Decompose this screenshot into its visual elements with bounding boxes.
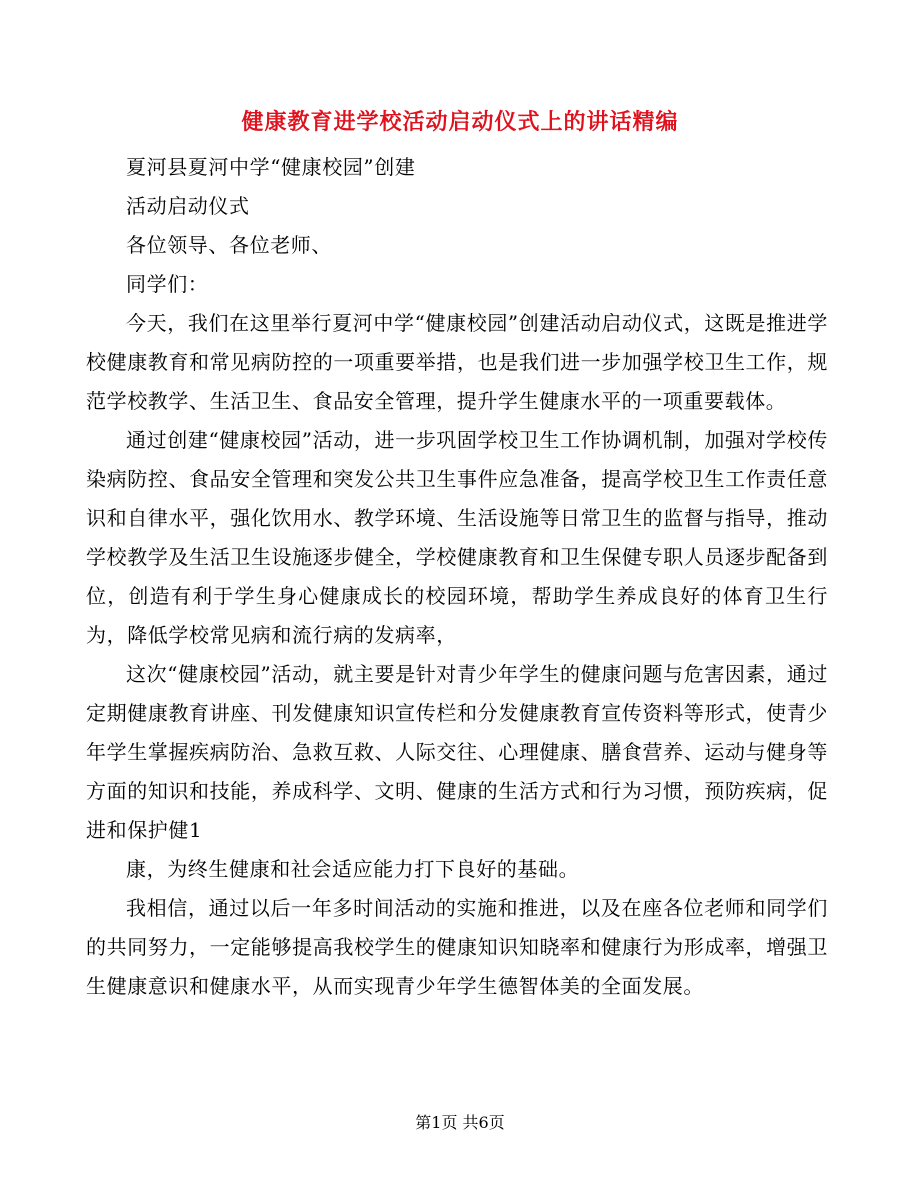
paragraph-salutation-leaders: 各位领导、各位老师、 [126,233,332,257]
document-title: 健康教育进学校活动启动仪式上的讲话精编 [241,109,679,135]
paragraph-salutation-students: 同学们： [126,272,209,296]
paragraph-intro: 今天，我们在这里举行夏河中学“健康校园”创建活动启动仪式，这既是推进学校健康教育和常见病防控的一项重要举措，也是我们进一步加强学校卫生工作，规范学校教学、生活卫生、食品安全管理，提升学生健康水平的一项重要载体。 [86,311,828,413]
page-indicator: 第1页 共6页 [415,1113,505,1132]
paragraph-conclusion: 我相信，通过以后一年多时间活动的实施和推进，以及在座各位老师和同学们的共同努力，一定能够提高我校学生的健康知识知晓率和健康行为形成率，增强卫生健康意识和健康水平，从而实现青少年学生德智体美的全面发展。 [86,896,828,998]
paragraph-goals: 通过创建“健康校园”活动，进一步巩固学校卫生工作协调机制，加强对学校传染病防控、食品安全管理和突发公共卫生事件应急准备，提高学校卫生工作责任意识和自律水平，强化饮用水、教学环境、生活设施等日常卫生的监督与指导，推动学校教学及生活卫生设施逐步健全，学校健康教育和卫生保健专职人员逐步配备到位，创造有利于学生身心健康成长的校园环境，帮助学生养成良好的体育卫生行为，降低学校常见病和流行病的发病率， [86,428,828,647]
document-body [86,148,828,1006]
paragraph-foundation: 康，为终生健康和社会适应能力打下良好的基础。 [126,857,580,881]
paragraph-activities: 这次“健康校园”活动，就主要是针对青少年学生的健康问题与危害因素，通过定期健康教育讲座、刊发健康知识宣传栏和分发健康教育宣传资料等形式，使青少年学生掌握疾病防治、急救互救、人际交往、心理健康、膳食营养、运动与健身等方面的知识和技能，养成科学、文明、健康的生活方式和行为习惯，预防疾病，促进和保护健1 [86,662,828,842]
paragraph-school-name: 夏河县夏河中学“健康校园”创建 [126,155,416,179]
paragraph-ceremony: 活动启动仪式 [126,194,250,218]
